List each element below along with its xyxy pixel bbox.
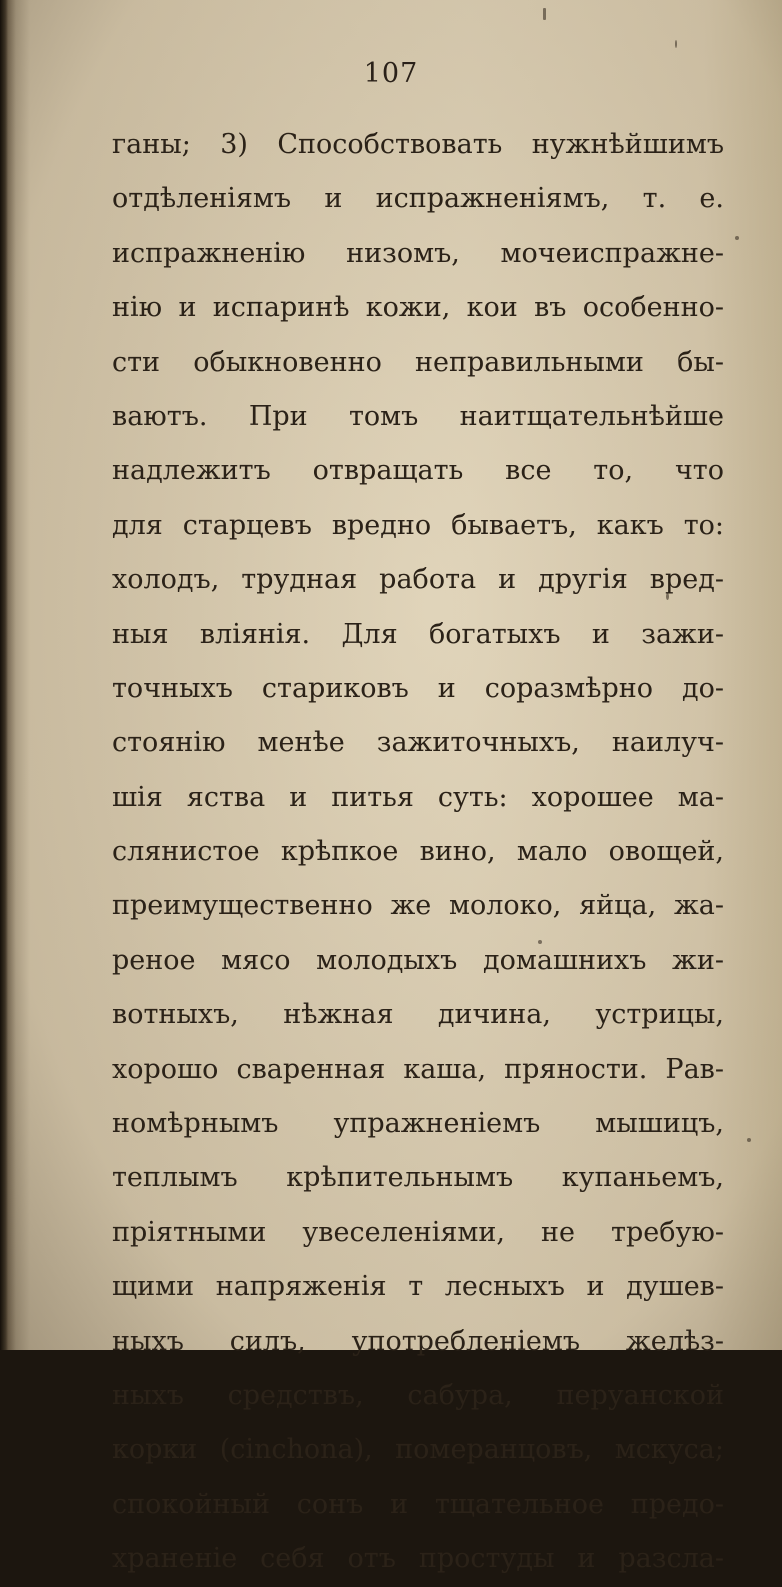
- text-line: спокойный сонъ и тщательное предо-: [112, 1488, 724, 1520]
- text-line: испражненію низомъ, мочеиспражне-: [112, 237, 724, 269]
- text-line: храненіе себя отъ простуды и разсла-: [112, 1543, 724, 1575]
- text-line: реное мясо молодыхъ домашнихъ жи-: [112, 944, 724, 976]
- text-line: корки (cinchona), померанцовъ, мскуса;: [112, 1434, 724, 1466]
- text-line: ныя вліянія. Для богатыхъ и зажи-: [112, 618, 724, 650]
- page-number: 107: [363, 58, 419, 89]
- paper-speck: [543, 8, 546, 20]
- text-line: точныхъ стариковъ и соразмѣрно до-: [112, 672, 724, 704]
- text-line: теплымъ крѣпительнымъ купаньемъ,: [112, 1162, 724, 1194]
- text-line: для старцевъ вредно бываетъ, какъ то:: [112, 509, 724, 541]
- text-line: сти обыкновенно неправильными бы-: [112, 346, 724, 378]
- text-line: номѣрнымъ упражненіемъ мышицъ,: [112, 1108, 724, 1140]
- text-line: пріятными увеселеніями, не требую-: [112, 1216, 724, 1248]
- text-line: стоянію менѣе зажиточныхъ, наилуч-: [112, 727, 724, 759]
- text-line: вотныхъ, нѣжная дичина, устрицы,: [112, 999, 724, 1031]
- text-line: холодъ, трудная работа и другія вред-: [112, 564, 724, 596]
- text-line: шія яства и питья суть: хорошее ма-: [112, 781, 724, 813]
- body-text: [112, 118, 724, 1587]
- binding-edge: [0, 0, 8, 1350]
- text-line: надлежитъ отвращать все то, что: [112, 455, 724, 487]
- text-line: нію и испаринѣ кожи, кои въ особенно-: [112, 292, 724, 324]
- text-line: преимущественно же молоко, яйца, жа-: [112, 890, 724, 922]
- text-line: щими напряженія т лесныхъ и душев-: [112, 1271, 724, 1303]
- paper-speck: [735, 236, 739, 240]
- text-line: слянистое крѣпкое вино, мало овощей,: [112, 836, 724, 868]
- paper-speck: [675, 40, 677, 48]
- text-line: ныхъ средствъ, сабура, перуанской: [112, 1379, 724, 1411]
- text-line: отдѣленіямъ и испражненіямъ, т. е.: [112, 183, 724, 215]
- paper-speck: [747, 1138, 751, 1142]
- text-line: ганы; 3) Способствовать нужнѣйшимъ: [112, 129, 724, 160]
- text-line: хорошо сваренная каша, пряности. Рав-: [112, 1053, 724, 1085]
- text-line: ваютъ. При томъ наитщательнѣйше: [112, 400, 724, 432]
- text-line: ныхъ силъ, употребленіемъ желѣз-: [112, 1325, 724, 1357]
